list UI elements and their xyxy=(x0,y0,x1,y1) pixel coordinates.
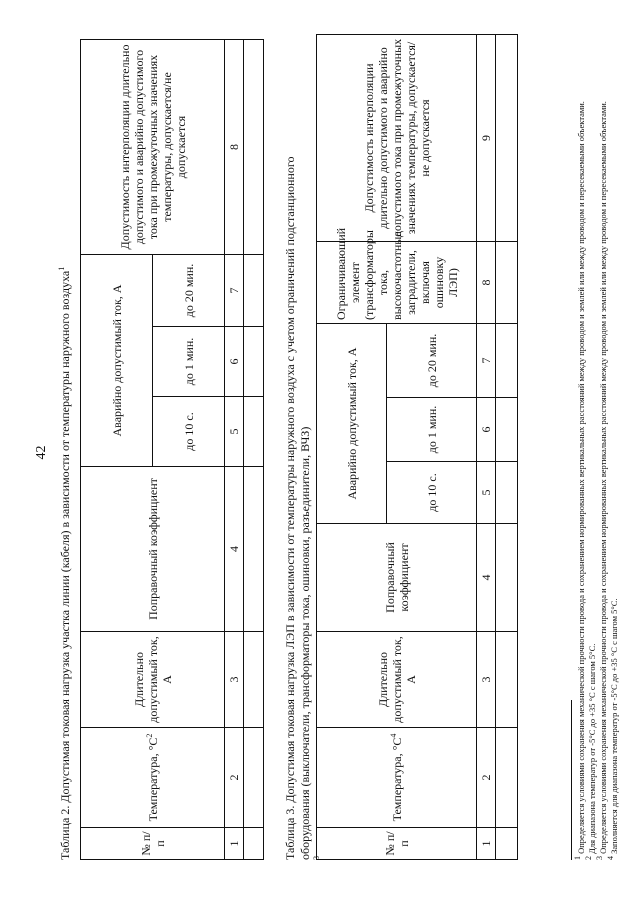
t3-header-num: № п/п xyxy=(317,828,477,860)
t3-header-correction: Поправочный коэффициент xyxy=(317,524,477,632)
t3-colnum: 6 xyxy=(477,398,496,462)
t3-header-interpolation: Допустимость интерполяции длительно допустимого и аварийно допустимого тока при промежуточных значениях температуры, допускается/не допускается xyxy=(317,35,477,242)
t2-colnum: 2 xyxy=(225,728,244,828)
footnote xyxy=(595,25,609,860)
table3 xyxy=(316,34,518,860)
footnote-num: 3 xyxy=(595,856,605,860)
t3-header-emergency: Аварийно допустимый ток, А xyxy=(317,324,387,524)
footnote-num: 2 xyxy=(584,856,594,860)
t3-colnum: 7 xyxy=(477,324,496,398)
t3-colnum: 9 xyxy=(477,35,496,242)
t3-header-em-20m: до 20 мин. xyxy=(387,324,477,398)
table2 xyxy=(80,39,264,860)
footnote xyxy=(573,25,587,860)
t3-colnum: 5 xyxy=(477,462,496,524)
table2-caption-text: Таблица 2. Допустимая токовая нагрузка участка линии (кабеля) в зависимости от температуры наружного воздуха xyxy=(58,270,72,860)
table3-caption-line2: оборудования (выключатели, трансформаторы тока, ошиновки, разъединители, ВЧЗ) xyxy=(298,426,312,860)
t2-header-em-10s: до 10 с. xyxy=(153,397,225,467)
t2-header-interpolation: Допустимость интерполяции длительно допустимого и аварийно допустимого тока при промежуточных значениях температуры, допускается/не допускается xyxy=(81,40,225,255)
t2-header-correction: Поправочный коэффициент xyxy=(81,467,225,632)
footnote-text: Определяется условиями сохранения механической прочности провода и сохранением нормированных вертикальных расстояний между проводом и землей или между проводом и пересекаемыми объектами. xyxy=(598,101,608,854)
t2-empty-row xyxy=(244,40,264,860)
t3-colnum: 1 xyxy=(477,828,496,860)
t2-colnum: 4 xyxy=(225,467,244,632)
footnote-text: Для диапазона температур от -5°С до +35 °С с шагом 5°С. xyxy=(587,643,597,854)
t3-colnum: 3 xyxy=(477,632,496,728)
footnote-separator xyxy=(571,700,572,860)
t2-colnum: 7 xyxy=(225,255,244,327)
t2-header-temperature-text: Температура, °С xyxy=(145,737,160,822)
footnote-num: 1 xyxy=(573,856,583,860)
t3-colnum: 8 xyxy=(477,242,496,324)
footnote-text: Заполняется для диапазона температур от -5°С до +35 °С с шагом 5°С. xyxy=(609,598,619,854)
table2-caption-sup: 1 xyxy=(57,266,66,271)
t3-empty-row xyxy=(496,35,518,860)
table3-caption-line1: Таблица 3. Допустимая токовая нагрузка ЛЭП в зависимости от температуры наружного воздуха с учетом ограничений подстанционного xyxy=(283,156,297,860)
footnote xyxy=(584,25,598,860)
footnote-num: 4 xyxy=(606,856,616,860)
t2-colnum: 1 xyxy=(225,828,244,860)
footnote-text: Определяется условиями сохранения механической прочности провода и сохранением нормированных вертикальных расстояний между проводом и землей или между проводом и пересекаемыми объектами. xyxy=(576,101,586,854)
t2-header-emergency: Аварийно допустимый ток, А xyxy=(81,255,153,467)
t2-header-long-current: Длительно допустимый ток, А xyxy=(81,632,225,728)
t2-colnum: 3 xyxy=(225,632,244,728)
t3-header-temperature xyxy=(317,728,477,828)
t3-header-limiting: Ограничивающий элемент (трансформаторы тока, высокочастотные заградители, включая ошиновку ЛЭП) xyxy=(317,242,477,324)
t2-header-temperature-sup: 2 xyxy=(144,733,154,738)
t3-header-em-1m: до 1 мин. xyxy=(387,398,477,462)
t2-colnum: 8 xyxy=(225,40,244,255)
t2-colnum: 5 xyxy=(225,397,244,467)
t3-header-em-10s: до 10 с. xyxy=(387,462,477,524)
t2-header-em-20m: до 20 мин. xyxy=(153,255,225,327)
t2-colnum: 6 xyxy=(225,327,244,397)
footnotes xyxy=(573,25,620,860)
t3-colnum: 2 xyxy=(477,728,496,828)
table3-caption-sup: 3 xyxy=(312,856,321,860)
t2-header-num: № п/п xyxy=(81,828,225,860)
table2-caption xyxy=(58,15,73,860)
t3-header-long-current: Длительно допустимый ток, А xyxy=(317,632,477,728)
footnote xyxy=(606,25,620,860)
t3-colnum: 4 xyxy=(477,524,496,632)
t2-header-temperature xyxy=(81,728,225,828)
t2-header-em-1m: до 1 мин. xyxy=(153,327,225,397)
page-number: 42 xyxy=(34,445,49,460)
t3-header-temperature-text: Температура, °С xyxy=(389,737,404,822)
t3-header-temperature-sup: 4 xyxy=(388,733,398,738)
